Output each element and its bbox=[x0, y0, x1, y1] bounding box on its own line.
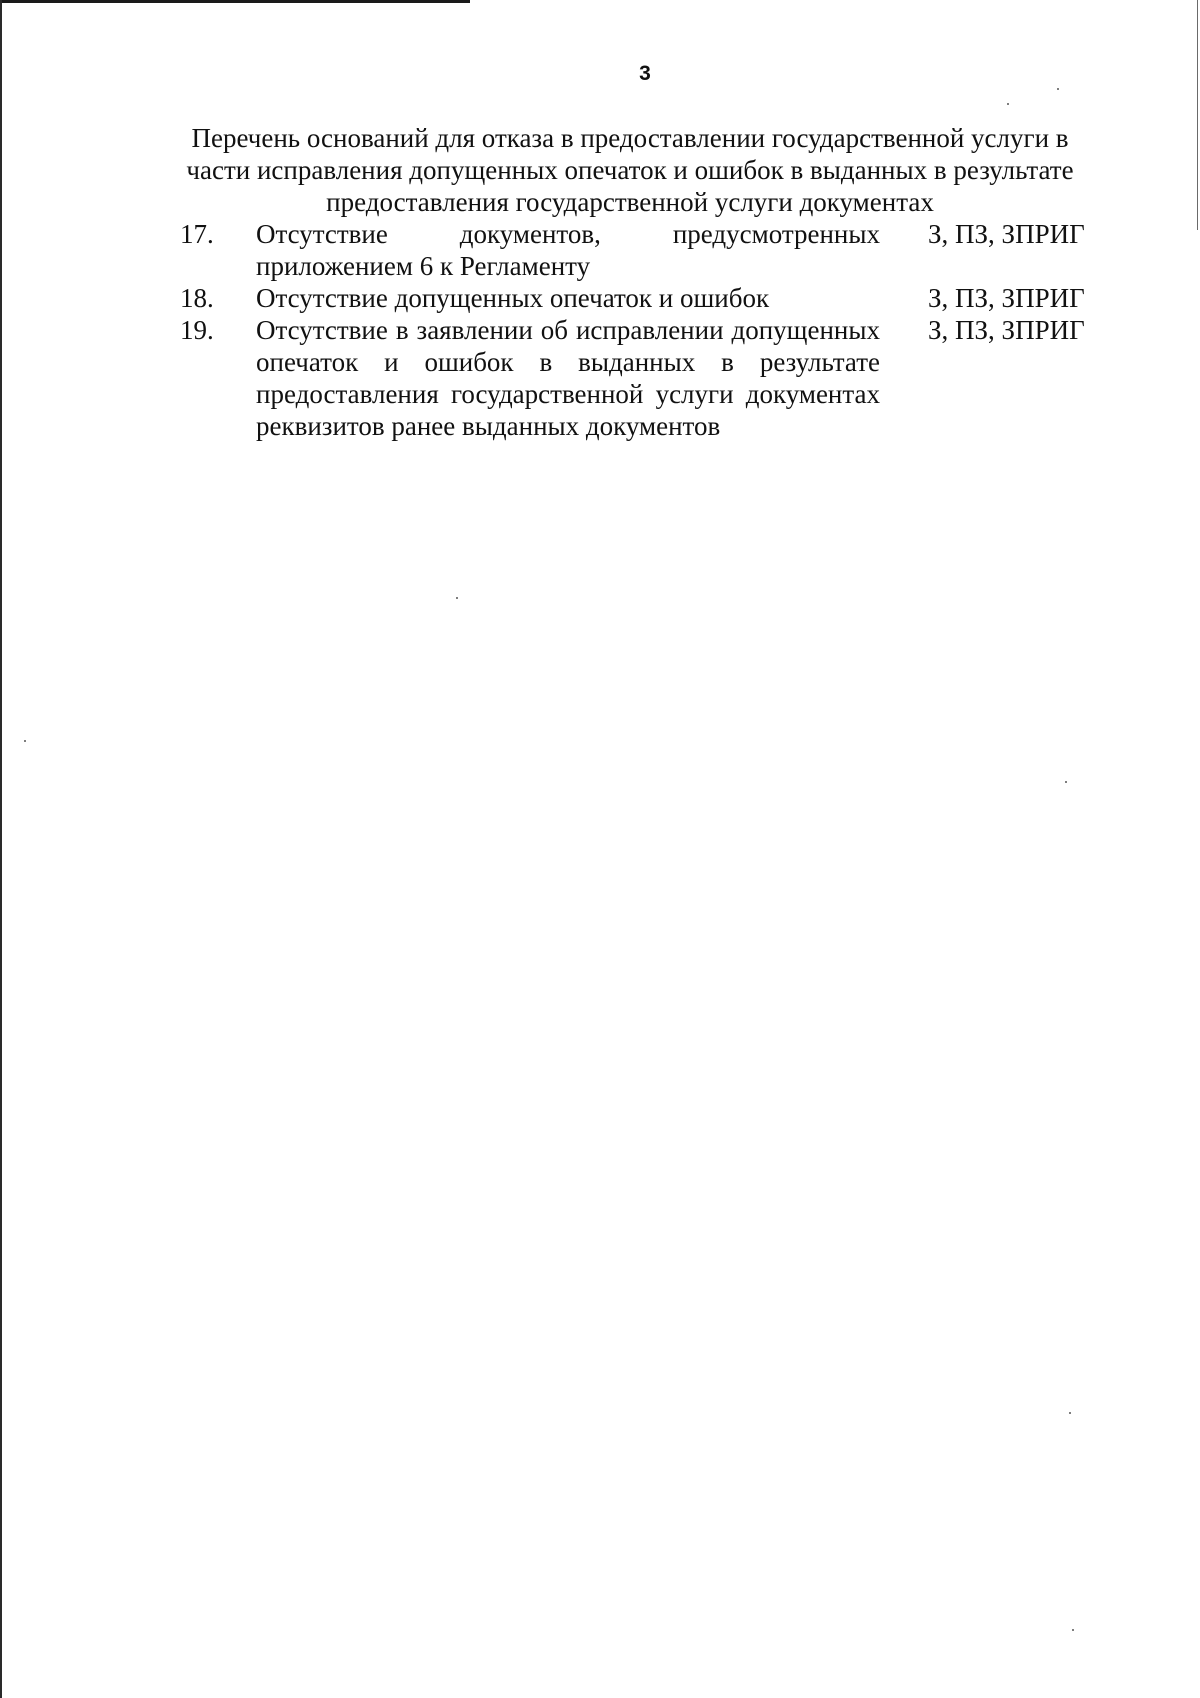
item-text: Отсутствие документов, предусмотренных приложением 6 к Регламенту bbox=[256, 219, 880, 281]
item-number: 17. bbox=[180, 219, 214, 249]
item-codes: З, ПЗ, ЗПРИГ bbox=[928, 219, 1085, 249]
grounds-list bbox=[180, 218, 1100, 442]
scan-speck bbox=[456, 597, 458, 599]
scan-speck bbox=[1065, 781, 1067, 783]
scan-speck bbox=[24, 740, 26, 742]
item-codes: З, ПЗ, ЗПРИГ bbox=[928, 315, 1085, 345]
item-text: Отсутствие в заявлении об исправлении допущенных опечаток и ошибок в выданных в результате предоставления государственной услуги документах реквизитов ранее выданных документов bbox=[256, 315, 880, 441]
item-text: Отсутствие допущенных опечаток и ошибок bbox=[256, 283, 770, 313]
item-number: 18. bbox=[180, 283, 214, 313]
section-heading: Перечень оснований для отказа в предоставлении государственной услуги в части исправления допущенных опечаток и ошибок в выданных в результате предоставления государственной услуги документах bbox=[186, 123, 1074, 217]
list-item bbox=[180, 314, 1100, 442]
list-item bbox=[180, 218, 1100, 282]
scan-edge-top bbox=[0, 0, 470, 3]
item-codes: З, ПЗ, ЗПРИГ bbox=[928, 283, 1085, 313]
scan-edge-right bbox=[1197, 0, 1198, 230]
list-item bbox=[180, 282, 1100, 314]
scan-speck bbox=[1007, 103, 1009, 105]
scan-edge-left bbox=[0, 0, 2, 1698]
item-number: 19. bbox=[180, 315, 214, 345]
scan-speck bbox=[1057, 88, 1059, 90]
page-number: 3 bbox=[639, 62, 651, 85]
scan-speck bbox=[1069, 1412, 1071, 1414]
scan-speck bbox=[1072, 1629, 1074, 1631]
